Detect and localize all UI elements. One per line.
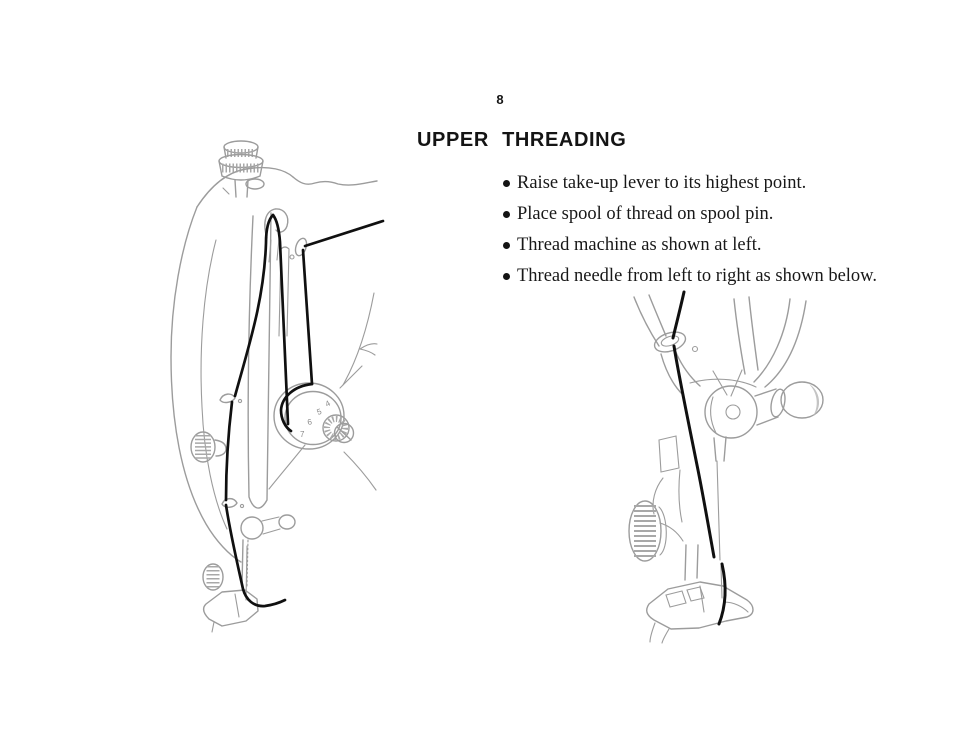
list-item: [503, 172, 891, 194]
needle-threading-figure: [588, 288, 858, 650]
dial-number: 6: [306, 417, 313, 427]
presser-foot-assembly: [629, 436, 753, 643]
take-up-lever: [265, 209, 288, 262]
instruction-text: Place spool of thread on spool pin.: [517, 204, 774, 224]
thumb-knob: [191, 432, 226, 462]
dial-number: 4: [323, 398, 332, 409]
bullet-dot-icon: [503, 211, 510, 218]
needle-clamp: [705, 382, 823, 461]
list-item: [503, 203, 891, 225]
needle: [717, 461, 722, 598]
instruction-list: [503, 172, 891, 296]
instruction-text: Thread machine as shown at left.: [517, 235, 762, 255]
dial-number: 7: [300, 430, 305, 439]
bullet-dot-icon: [503, 273, 510, 280]
list-item: [503, 265, 891, 287]
machine-head-threading-figure: [150, 132, 455, 647]
instruction-text: Thread needle from left to right as shown below.: [517, 266, 877, 286]
thread-guide-eyelet: [290, 237, 309, 259]
needle-clamp-and-foot: [203, 515, 295, 632]
page-number: 8: [496, 92, 504, 107]
needle-thread-path: [673, 292, 725, 624]
list-item: [503, 234, 891, 256]
dial-number: 5: [315, 406, 323, 417]
instruction-text: Raise take-up lever to its highest point.: [517, 173, 807, 193]
bullet-dot-icon: [503, 180, 510, 187]
upper-thread-path: [226, 215, 383, 606]
needle-bar-and-presser-bar: [634, 295, 806, 396]
bullet-dot-icon: [503, 242, 510, 249]
page-title: UPPER THREADING: [417, 129, 627, 151]
machine-head-outline: [171, 168, 377, 562]
